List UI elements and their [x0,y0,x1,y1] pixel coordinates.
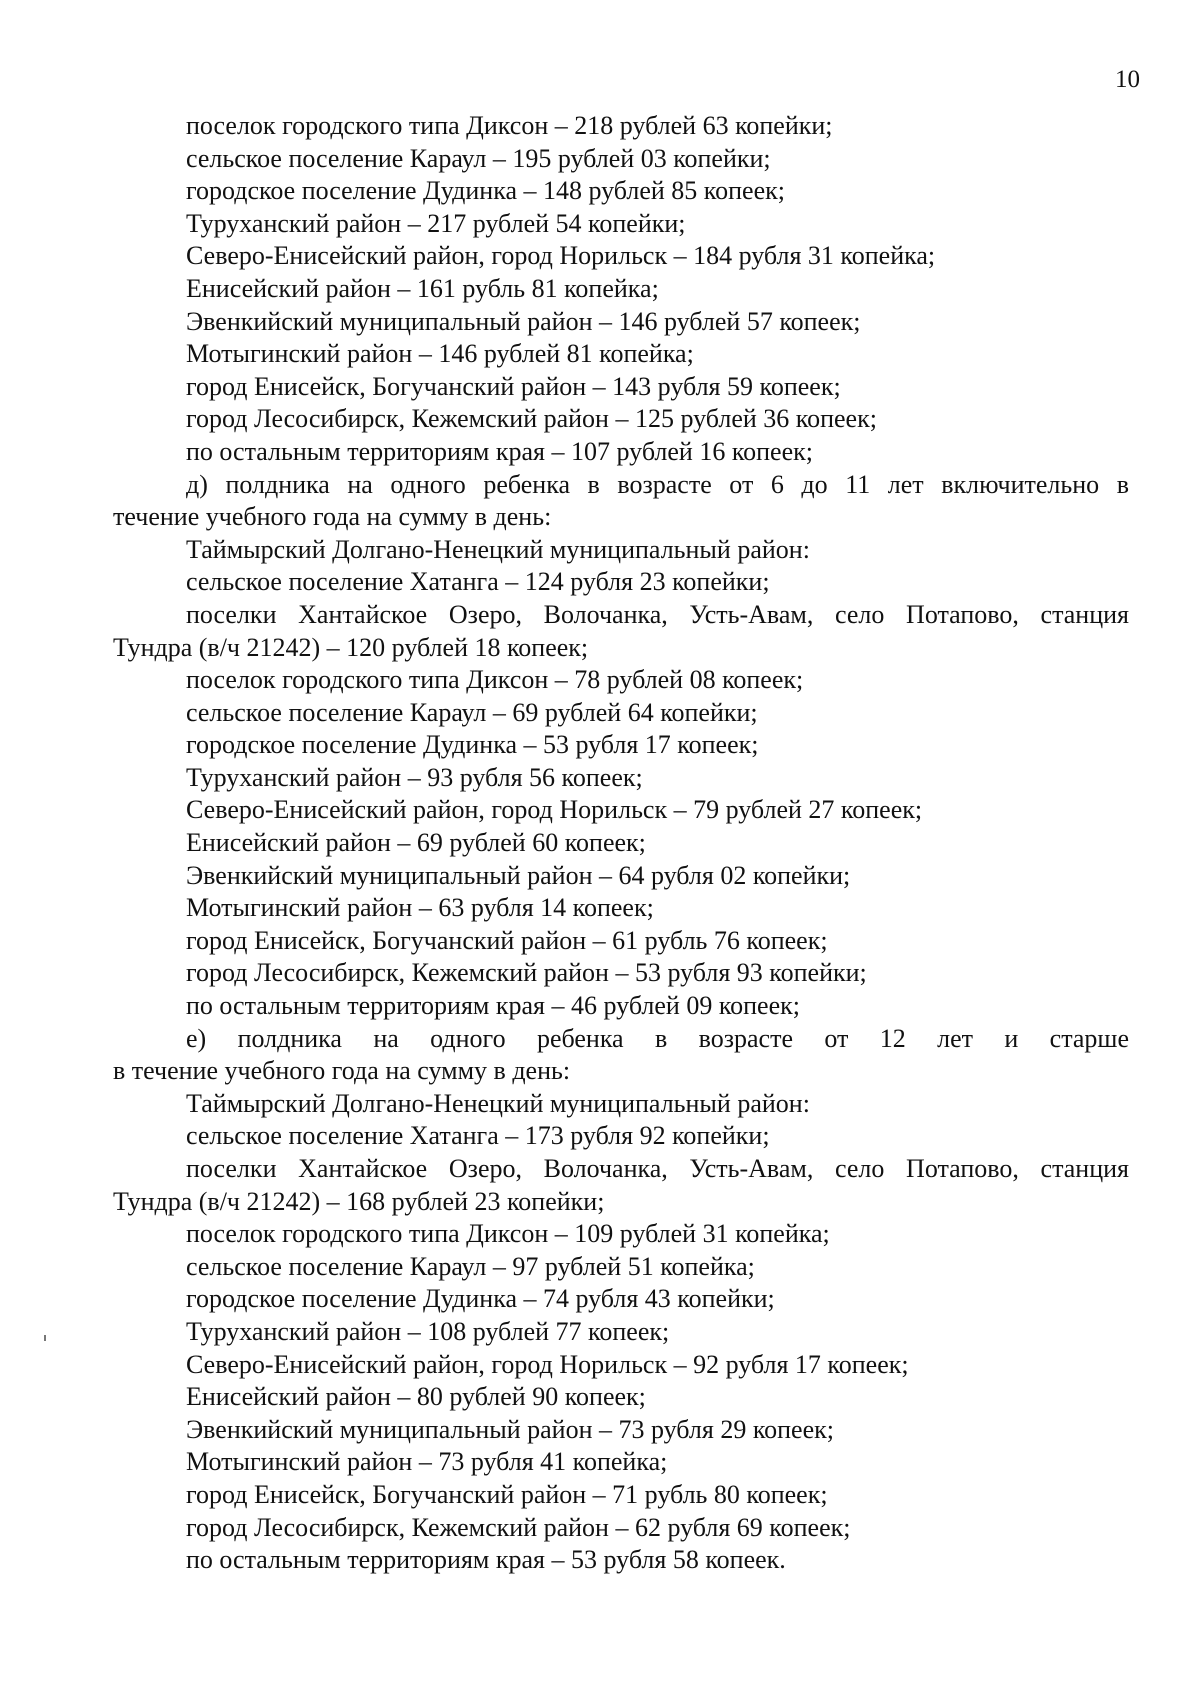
text-line: городское поселение Дудинка – 53 рубля 17 копеек; [186,730,759,760]
text-line: город Енисейск, Богучанский район – 61 рубль 76 копеек; [186,925,828,955]
scan-artifact-mark [44,1335,46,1341]
text-line: сельское поселение Хатанга – 173 рубля 92 копейки; [186,1121,770,1151]
text-line: Енисейский район – 80 рублей 90 копеек; [186,1382,646,1412]
text-line: городское поселение Дудинка – 148 рублей 85 копеек; [186,176,785,206]
text-line: Мотыгинский район – 146 рублей 81 копейка; [186,339,694,369]
text-line-continuation: течение учебного года на сумму в день: [113,502,552,532]
text-line: город Лесосибирск, Кежемский район – 62 рубля 69 копеек; [186,1512,851,1542]
paragraph-d-heading: д) полдника на одного ребенка в возрасте от 6 до 11 лет включительно в [186,469,1129,499]
text-line: город Енисейск, Богучанский район – 143 рубля 59 копеек; [186,371,841,401]
text-line: Эвенкийский муниципальный район – 64 рубля 02 копейки; [186,860,851,890]
text-line: Таймырский Долгано-Ненецкий муниципальный район: [186,534,810,564]
text-line: Таймырский Долгано-Ненецкий муниципальный район: [186,1088,810,1118]
text-line: Туруханский район – 217 рублей 54 копейки; [186,208,686,238]
text-line: Енисейский район – 161 рубль 81 копейка; [186,273,659,303]
text-line: город Лесосибирск, Кежемский район – 125 рублей 36 копеек; [186,404,877,434]
text-line: сельское поселение Караул – 195 рублей 03 копейки; [186,143,771,173]
text-line: Туруханский район – 108 рублей 77 копеек; [186,1316,670,1346]
text-line: сельское поселение Хатанга – 124 рубля 23 копейки; [186,567,770,597]
text-line-justified: поселки Хантайское Озеро, Волочанка, Усть-Авам, село Потапово, станция [186,1154,1129,1183]
text-line: сельское поселение Караул – 69 рублей 64 копейки; [186,697,758,727]
text-line: Мотыгинский район – 63 рубля 14 копеек; [186,893,654,923]
text-line-continuation: в течение учебного года на сумму в день: [113,1056,571,1086]
text-line: по остальным территориям края – 107 рублей 16 копеек; [186,436,813,466]
text-line: сельское поселение Караул – 97 рублей 51 копейка; [186,1251,755,1281]
text-line: город Енисейск, Богучанский район – 71 рубль 80 копеек; [186,1479,828,1509]
text-line: поселок городского типа Диксон – 109 рублей 31 копейка; [186,1219,830,1249]
text-line: городское поселение Дудинка – 74 рубля 43 копейки; [186,1284,775,1314]
text-line-justified: поселки Хантайское Озеро, Волочанка, Усть-Авам, село Потапово, станция [186,599,1129,629]
text-line: по остальным территориям края – 53 рубля 58 копеек. [186,1545,786,1575]
text-line: город Лесосибирск, Кежемский район – 53 рубля 93 копейки; [186,958,867,988]
text-line: Туруханский район – 93 рубля 56 копеек; [186,762,643,792]
page-number: 10 [1115,66,1140,93]
text-line: Эвенкийский муниципальный район – 73 рубля 29 копеек; [186,1414,834,1444]
text-line: Северо-Енисейский район, город Норильск – 79 рублей 27 копеек; [186,795,923,825]
paragraph-e-heading: е) полдника на одного ребенка в возрасте от 12 лет и старше [186,1023,1129,1053]
text-line: Енисейский район – 69 рублей 60 копеек; [186,828,646,858]
text-line-continuation: Тундра (в/ч 21242) – 168 рублей 23 копейки; [113,1186,605,1216]
text-line: Северо-Енисейский район, город Норильск – 184 рубля 31 копейка; [186,241,936,271]
text-line-continuation: Тундра (в/ч 21242) – 120 рублей 18 копеек; [113,632,589,662]
text-line: Северо-Енисейский район, город Норильск – 92 рубля 17 копеек; [186,1349,909,1379]
text-line: Мотыгинский район – 73 рубля 41 копейка; [186,1447,668,1477]
text-line: по остальным территориям края – 46 рублей 09 копеек; [186,991,800,1021]
text-line: Эвенкийский муниципальный район – 146 рублей 57 копеек; [186,306,861,336]
text-line: поселок городского типа Диксон – 78 рублей 08 копеек; [186,665,804,695]
text-line: поселок городского типа Диксон – 218 рублей 63 копейки; [186,111,833,140]
document-body [113,110,1129,1577]
